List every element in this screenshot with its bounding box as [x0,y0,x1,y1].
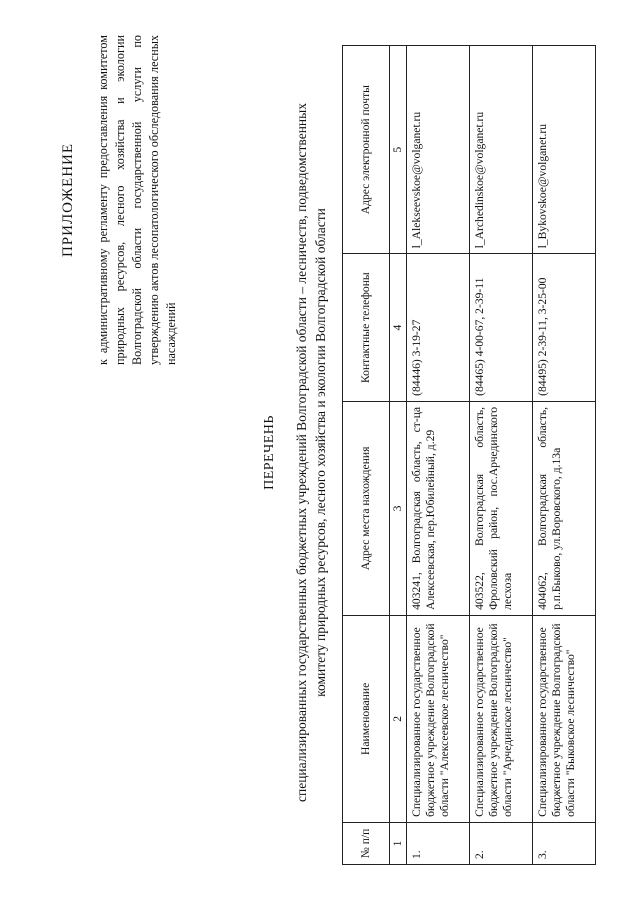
row-phone: (84465) 4-00-67, 2-39-11 [470,254,533,402]
list-subtitle-line1: специализированных государственных бюджетных учреждений Волгоградской области – лесничеств, подведомственных [294,103,309,802]
column-number: 3 [390,401,407,615]
row-name: Специализированное государственное бюджетное учреждение Волгоградской области "Алексеевское лесничество" [407,615,470,822]
table-row [533,46,596,865]
list-subtitle-line2: комитету природных ресурсов, лесного хозяйства и экологии Волгоградской области [313,208,328,697]
appendix-title: ПРИЛОЖЕНИЕ [60,142,76,258]
row-name: Специализированное государственное бюджетное учреждение Волгоградской области "Арчединское лесничество" [470,615,533,822]
forestry-table [342,45,596,865]
column-number-row [390,46,407,865]
row-name: Специализированное государственное бюджетное учреждение Волгоградской области "Быковское лесничество" [533,615,596,822]
header-phone: Контактные телефоны [343,254,390,402]
list-title: ПЕРЕЧЕНЬ [262,415,277,490]
header-address: Адрес места нахождения [343,401,390,615]
column-number: 1 [390,822,407,864]
table-header-row [343,46,390,865]
row-number: 2. [470,822,533,864]
table-row [470,46,533,865]
header-name: Наименование [343,615,390,822]
row-address: 403522, Волгоградская область, Фроловский район, пос.Арчединского лесхоза [470,401,533,615]
row-number: 1. [407,822,470,864]
row-phone: (84446) 3-19-27 [407,254,470,402]
row-address: 403241, Волгоградская область, ст-ца Алексеевская, пер.Юбилейный, д.29 [407,401,470,615]
row-email: l_Archedinskoe@volganet.ru [470,46,533,254]
row-email: l_Bykovskoe@volganet.ru [533,46,596,254]
appendix-text: к административному регламенту предоставления комитетом природных ресурсов, лесного хозяйства и экологии Волгоградской области государственной услуги по утверждению актов лесопатологического обследования лесных насаждений [96,35,178,365]
header-num: № п/п [343,822,390,864]
column-number: 4 [390,254,407,402]
header-email: Адрес электронной почты [343,46,390,254]
row-email: l_Alekseevskoe@volganet.ru [407,46,470,254]
table-row [407,46,470,865]
appendix-block [60,35,180,365]
row-phone: (84495) 2-39-11, 3-25-00 [533,254,596,402]
row-address: 404062, Волгоградская область, р.п.Быково, ул.Воровского, д.13а [533,401,596,615]
row-number: 3. [533,822,596,864]
column-number: 5 [390,46,407,254]
column-number: 2 [390,615,407,822]
